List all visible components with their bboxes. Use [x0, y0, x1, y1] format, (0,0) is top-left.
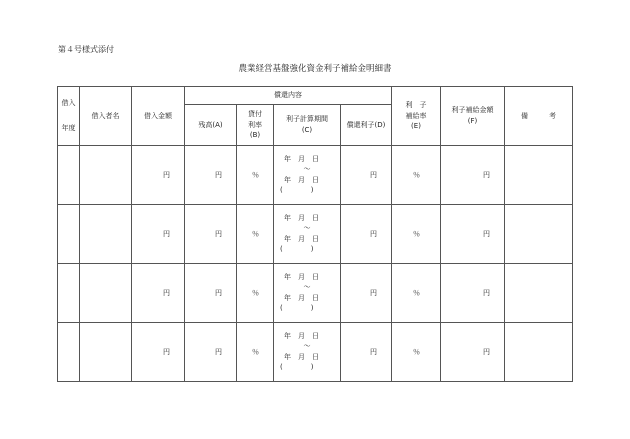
cell-borrower[interactable] — [80, 204, 132, 263]
table-row — [58, 145, 573, 204]
cell-interest[interactable]: 円 — [341, 263, 392, 322]
cell-remarks[interactable] — [505, 145, 573, 204]
cell-period[interactable]: 年 月 日 ～ 年 月 日 ( ) — [274, 322, 341, 381]
cell-borrower[interactable] — [80, 263, 132, 322]
cell-subsidy-amount[interactable]: 円 — [441, 145, 505, 204]
cell-interest[interactable]: 円 — [341, 322, 392, 381]
cell-period[interactable]: 年 月 日 ～ 年 月 日 ( ) — [274, 204, 341, 263]
cell-subsidy-rate[interactable]: ％ — [392, 263, 441, 322]
header-loan-rate: 貸付 利率 (B) — [237, 104, 274, 145]
cell-year[interactable] — [58, 145, 80, 204]
cell-amount[interactable]: 円 — [132, 263, 185, 322]
cell-year[interactable] — [58, 263, 80, 322]
cell-balance[interactable]: 円 — [185, 145, 237, 204]
cell-amount[interactable]: 円 — [132, 204, 185, 263]
table-row — [58, 263, 573, 322]
header-period: 利子計算期間 (C) — [274, 104, 341, 145]
form-number: 第４号様式添付 — [58, 45, 114, 54]
cell-subsidy-rate[interactable]: ％ — [392, 145, 441, 204]
header-borrower: 借入者名 — [80, 87, 132, 146]
cell-subsidy-rate[interactable]: ％ — [392, 322, 441, 381]
cell-period[interactable]: 年 月 日 ～ 年 月 日 ( ) — [274, 145, 341, 204]
cell-borrower[interactable] — [80, 322, 132, 381]
cell-remarks[interactable] — [505, 204, 573, 263]
header-remarks: 備 考 — [505, 87, 573, 146]
cell-subsidy-amount[interactable]: 円 — [441, 263, 505, 322]
cell-amount[interactable]: 円 — [132, 322, 185, 381]
cell-balance[interactable]: 円 — [185, 322, 237, 381]
header-subsidy-rate: 利 子 補給率 (E) — [392, 87, 441, 146]
header-subsidy-amount: 利子補給金額 (F) — [441, 87, 505, 146]
cell-loan-rate[interactable]: ％ — [237, 204, 274, 263]
cell-borrower[interactable] — [80, 145, 132, 204]
table-row — [58, 322, 573, 381]
document-title: 農業経営基盤強化資金利子補給金明細書 — [238, 64, 392, 74]
cell-subsidy-rate[interactable]: ％ — [392, 204, 441, 263]
cell-loan-rate[interactable]: ％ — [237, 263, 274, 322]
cell-subsidy-amount[interactable]: 円 — [441, 204, 505, 263]
header-year: 借入 年度 — [58, 87, 80, 146]
table-row — [58, 204, 573, 263]
header-repayment-group: 償還内容 — [185, 87, 392, 105]
cell-year[interactable] — [58, 322, 80, 381]
cell-amount[interactable]: 円 — [132, 145, 185, 204]
header-amount: 借入金額 — [132, 87, 185, 146]
header-interest: 償還利子(D) — [341, 104, 392, 145]
cell-loan-rate[interactable]: ％ — [237, 145, 274, 204]
cell-loan-rate[interactable]: ％ — [237, 322, 274, 381]
cell-interest[interactable]: 円 — [341, 145, 392, 204]
cell-balance[interactable]: 円 — [185, 263, 237, 322]
cell-subsidy-amount[interactable]: 円 — [441, 322, 505, 381]
subsidy-statement-table — [57, 86, 573, 382]
cell-remarks[interactable] — [505, 322, 573, 381]
cell-remarks[interactable] — [505, 263, 573, 322]
cell-interest[interactable]: 円 — [341, 204, 392, 263]
cell-year[interactable] — [58, 204, 80, 263]
cell-period[interactable]: 年 月 日 ～ 年 月 日 ( ) — [274, 263, 341, 322]
cell-balance[interactable]: 円 — [185, 204, 237, 263]
header-balance: 残高(A) — [185, 104, 237, 145]
